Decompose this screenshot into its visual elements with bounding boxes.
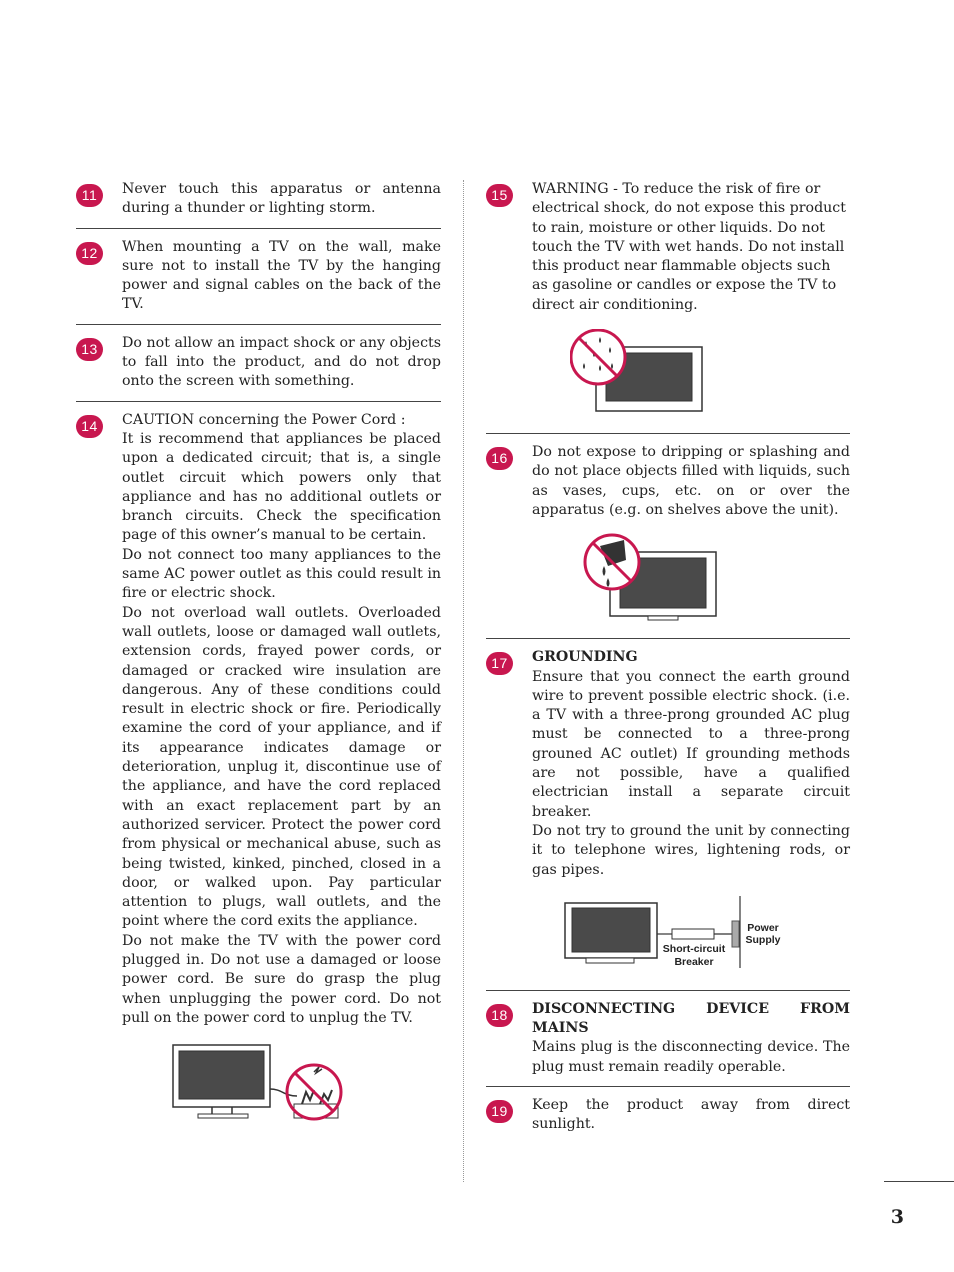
item-17 — [486, 648, 850, 880]
item-text: Do not expose to dripping or splashing and do not place objects filled with liquids, such as vases, cups, etc. on or over the apparatus (e.g. on shelves above the unit). — [532, 444, 850, 518]
tv-no-liquid-icon — [570, 329, 710, 419]
item-15 — [486, 180, 850, 315]
item-text: Do not try to ground the unit by connecting it to telephone wires, lightening rods, or gas pipes. — [532, 822, 850, 878]
separator — [76, 401, 441, 402]
grounding-diagram-svg — [564, 896, 804, 970]
breaker-label-line2: Breaker — [674, 955, 714, 968]
item-14 — [76, 411, 441, 1029]
item-16 — [486, 443, 850, 520]
item-text: WARNING - To reduce the risk of fire or electrical shock, do not expose this product to rain, moisture or other liquids. Do not touch the TV with wet hands. Do not install this product near flammable objects such as gasoline or candles or expose the TV to direct air conditioning. — [532, 181, 846, 313]
item-number-badge: 15 — [486, 184, 513, 207]
splash-warning-illustration — [582, 532, 850, 624]
item-number-badge: 11 — [76, 184, 103, 207]
grounding-diagram — [564, 896, 850, 970]
separator — [486, 433, 850, 434]
breaker-label-line1: Short-circuit — [662, 942, 726, 955]
separator — [486, 638, 850, 639]
item-text: When mounting a TV on the wall, make sure not to install the TV by the hanging power and signal cables on the back of the TV. — [122, 238, 441, 313]
grounding-heading: GROUNDING — [532, 649, 638, 666]
item-text: Do not connect too many appliances to the same AC power outlet as this could result in fire or electric shock. — [122, 546, 441, 602]
item-13 — [76, 334, 441, 392]
disconnect-heading: DISCONNECTING DEVICE FROM MAINS — [532, 1000, 850, 1037]
item-18 — [486, 1000, 850, 1077]
separator — [76, 324, 441, 325]
left-column — [76, 180, 441, 1131]
page-number-rule — [884, 1181, 954, 1182]
item-text: Ensure that you connect the earth ground wire to prevent possible electric shock. (i.e. a TV with a three-prong grounded AC plug must be connected to a three-prong grouned AC outlet) If grounding methods are not possible, have a qualified electrician install a separate circuit breaker. — [532, 668, 850, 820]
rain-warning-illustration — [570, 329, 850, 419]
item-text: Keep the product away from direct sunlight. — [532, 1097, 850, 1133]
item-text: It is recommend that appliances be placed upon a dedicated circuit; that is, a single outlet circuit which powers only that appliance and has no additional outlets or branch circuits. Check the specification page of this owner’s manual to be certain. — [122, 430, 441, 544]
column-divider — [463, 180, 464, 1182]
item-text: Do not make the TV with the power cord plugged in. Do not use a damaged or loose power cord. Be sure do grasp the plug when unplugging the power cord. Do not pull on the power cord to unplug the TV. — [122, 932, 441, 1026]
tv-unplug-warning-icon — [172, 1044, 352, 1126]
power-cord-illustration — [172, 1044, 441, 1131]
item-number-badge: 17 — [486, 652, 513, 675]
tv-no-vase-icon — [582, 532, 722, 624]
item-19 — [486, 1096, 850, 1135]
item-12 — [76, 238, 441, 315]
separator — [486, 1086, 850, 1087]
item-number-badge: 12 — [76, 242, 103, 265]
item-11 — [76, 180, 441, 219]
item-text: Do not allow an impact shock or any objects to fall into the product, and do not drop onto the screen with something. — [122, 334, 441, 390]
supply-label-line2: Supply — [745, 933, 781, 946]
item-text: Do not overload wall outlets. Overloaded wall outlets, loose or damaged wall outlets, extension cords, frayed power cords, or damaged or cracked wire insulation are dangerous. Any of these conditions could result in electric shock or fire. Periodically examine the cord of your appliance, and if its appearance indicates damage or deterioration, unplug it, discontinue use of the appliance, and have the cord replaced with an exact replacement part by an authorized servicer. Protect the power cord from physical or mechanical abuse, such as being twisted, kinked, pinched, closed in a door, or walked upon. Pay particular attention to plugs, wall outlets, and the point where the cord exits the appliance. — [122, 604, 441, 930]
item-number-badge: 19 — [486, 1100, 513, 1123]
item-text: Mains plug is the disconnecting device. The plug must remain readily operable. — [532, 1039, 850, 1075]
item-number-badge: 16 — [486, 447, 513, 470]
separator — [76, 228, 441, 229]
right-column — [486, 180, 850, 1135]
item-number-badge: 13 — [76, 338, 103, 361]
supply-label-line1: Power — [747, 921, 779, 934]
item-number-badge: 18 — [486, 1004, 513, 1027]
item-text: Never touch this apparatus or antenna during a thunder or lighting storm. — [122, 181, 441, 217]
caution-heading: CAUTION concerning the Power Cord : — [122, 411, 406, 428]
separator — [486, 990, 850, 991]
page-number: 3 — [890, 1206, 904, 1228]
item-number-badge: 14 — [76, 415, 103, 438]
